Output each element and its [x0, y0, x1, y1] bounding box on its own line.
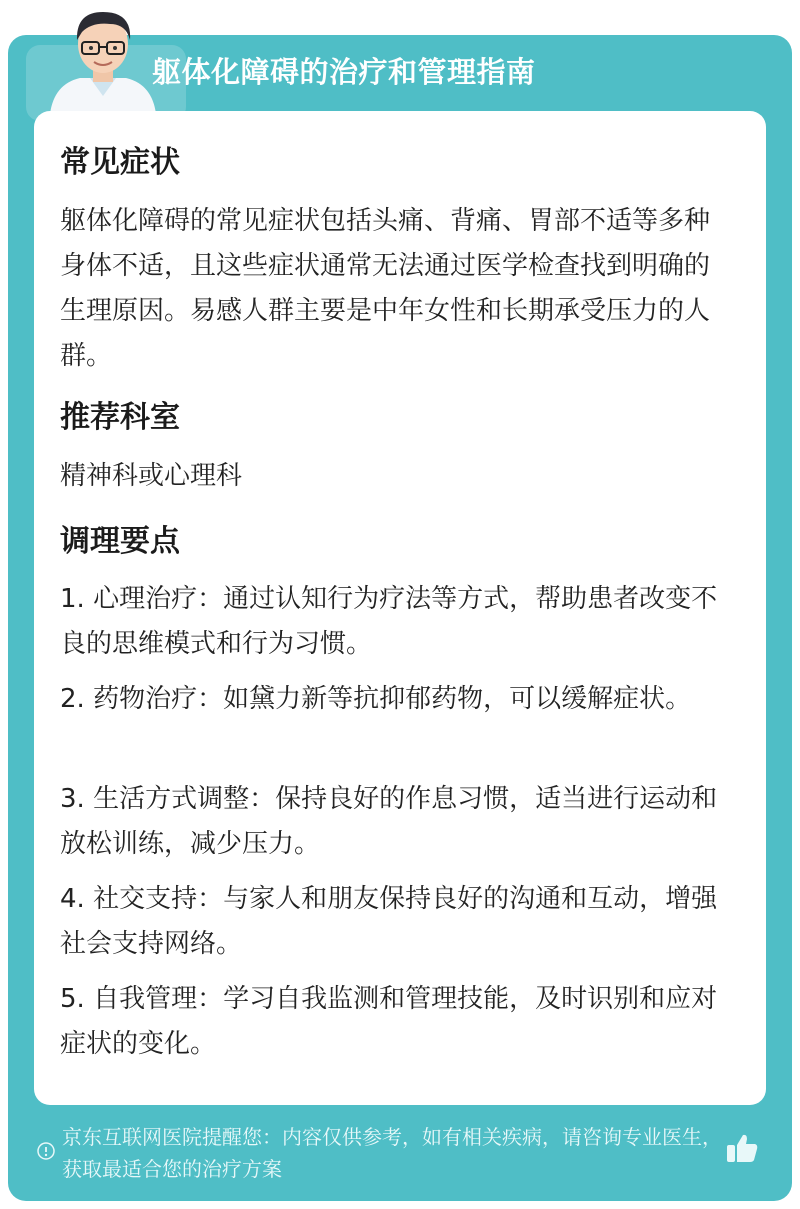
- care-item-3: 3. 生活方式调整：保持良好的作息习惯，适当进行运动和放松训练，减少压力。: [60, 784, 718, 859]
- content-card: [34, 111, 766, 1105]
- care-item-1: 1. 心理治疗：通过认知行为疗法等方式，帮助患者改变不良的思维模式和行为习惯。: [60, 584, 718, 659]
- info-icon: [36, 1141, 56, 1161]
- symptoms-heading: 常见症状: [60, 145, 180, 180]
- care-item-4: 4. 社交支持：与家人和朋友保持良好的沟通和互动，增强社会支持网络。: [60, 884, 718, 959]
- symptoms-text: 躯体化障碍的常见症状包括头痛、背痛、胃部不适等多种身体不适，且这些症状通常无法通过医学检查找到明确的生理原因。易感人群主要是中年女性和长期承受压力的人群。: [60, 206, 711, 371]
- thumbs-up-icon[interactable]: [724, 1130, 760, 1166]
- disclaimer-text: 京东互联网医院提醒您：内容仅供参考，如有相关疾病，请咨询专业医生，获取最适合您的治疗方案: [62, 1125, 722, 1181]
- care-item-2: 2. 药物治疗：如黛力新等抗抑郁药物，可以缓解症状。: [60, 684, 692, 714]
- care-item-5: 5. 自我管理：学习自我监测和管理技能，及时识别和应对症状的变化。: [60, 984, 718, 1059]
- department-text: 精神科或心理科: [60, 461, 243, 491]
- care-heading: 调理要点: [60, 524, 180, 559]
- department-heading: 推荐科室: [60, 400, 180, 435]
- page-title: 躯体化障碍的治疗和管理指南: [152, 55, 536, 89]
- doctor-avatar: [40, 4, 166, 114]
